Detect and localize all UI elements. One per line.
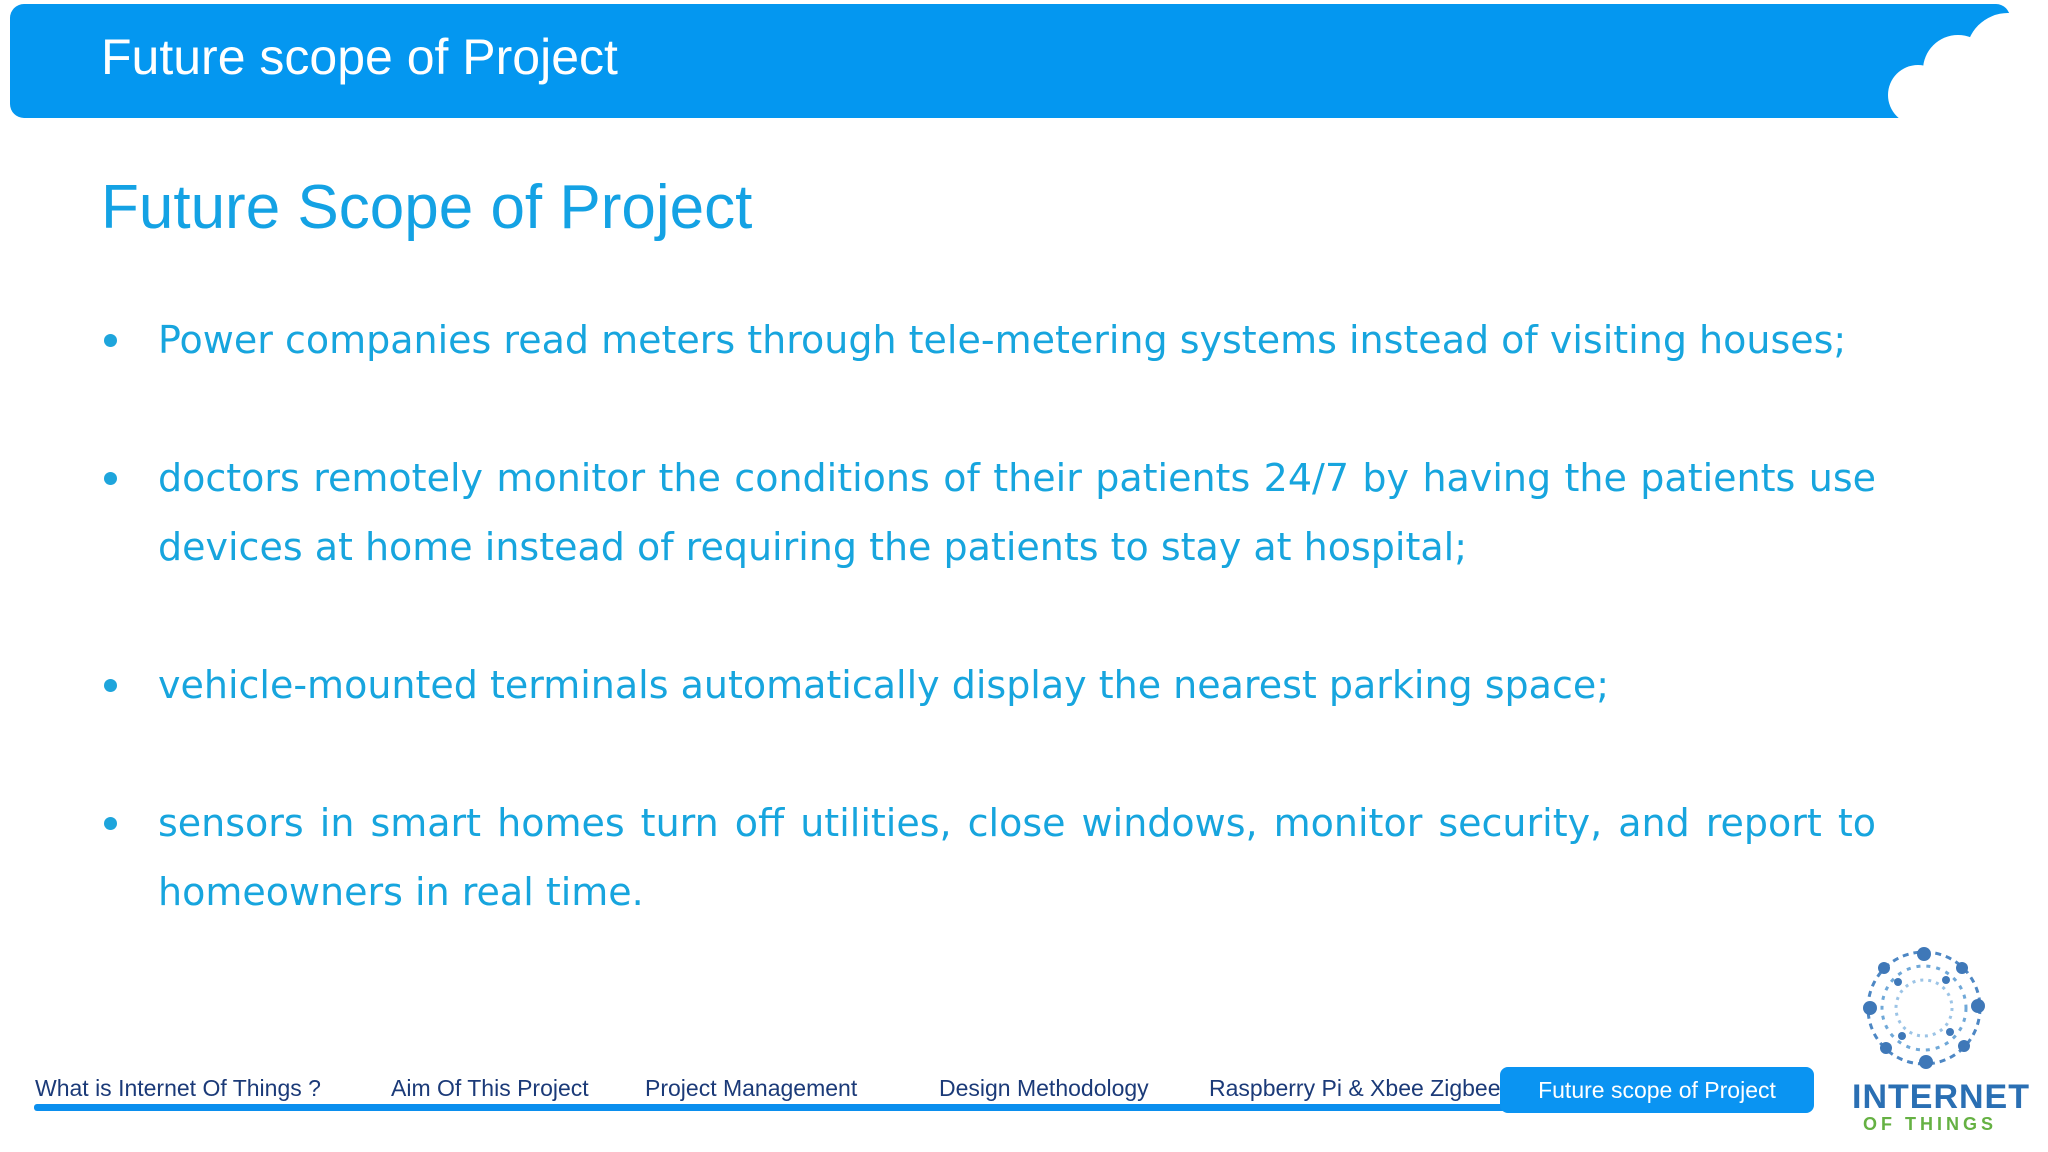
bullet-dot: [104, 472, 117, 485]
bullet-text: sensors in smart homes turn off utilities, close windows, monitor security, and report to homeowners in real time.: [158, 801, 1876, 914]
slide-heading: Future Scope of Project: [101, 173, 753, 242]
nav-item-project-management[interactable]: Project Management: [645, 1075, 858, 1101]
bullet-text: Power companies read meters through tele-metering systems instead of visiting houses;: [158, 318, 1847, 362]
bullet-dot: [104, 679, 117, 692]
bullet-item: [96, 789, 1876, 927]
bullet-dot: [104, 817, 117, 830]
logo-word-of-things: OF THINGS: [1863, 1114, 1997, 1134]
bullet-item: [96, 306, 1876, 375]
bullet-text: vehicle-mounted terminals automatically display the nearest parking space;: [158, 663, 1610, 707]
logo-word-internet: INTERNET: [1852, 1078, 2030, 1116]
bullet-item: [96, 651, 1876, 720]
header-title: Future scope of Project: [101, 29, 618, 85]
nav-item-design-methodology[interactable]: Design Methodology: [939, 1075, 1149, 1101]
bullet-text: doctors remotely monitor the conditions of their patients 24/7 by having the patients use devices at home instead of requiring the patients to stay at hospital;: [158, 456, 1876, 569]
cloud-decoration: [1848, 0, 2048, 130]
nav-item-what-is-iot[interactable]: What is Internet Of Things ?: [35, 1075, 321, 1101]
nav-item-raspberry-pi[interactable]: Raspberry Pi & Xbee Zigbee: [1209, 1075, 1501, 1101]
bullet-dot: [104, 334, 117, 347]
spacer: [96, 720, 1876, 789]
spacer: [96, 375, 1876, 444]
spacer: [96, 582, 1876, 651]
nav-item-aim[interactable]: Aim Of This Project: [391, 1075, 589, 1101]
nav-item-future-scope[interactable]: Future scope of Project: [1500, 1067, 1814, 1113]
iot-logo-text: [1852, 1078, 2030, 1134]
bullet-item: [96, 444, 1876, 582]
bullet-list: [96, 306, 1876, 927]
